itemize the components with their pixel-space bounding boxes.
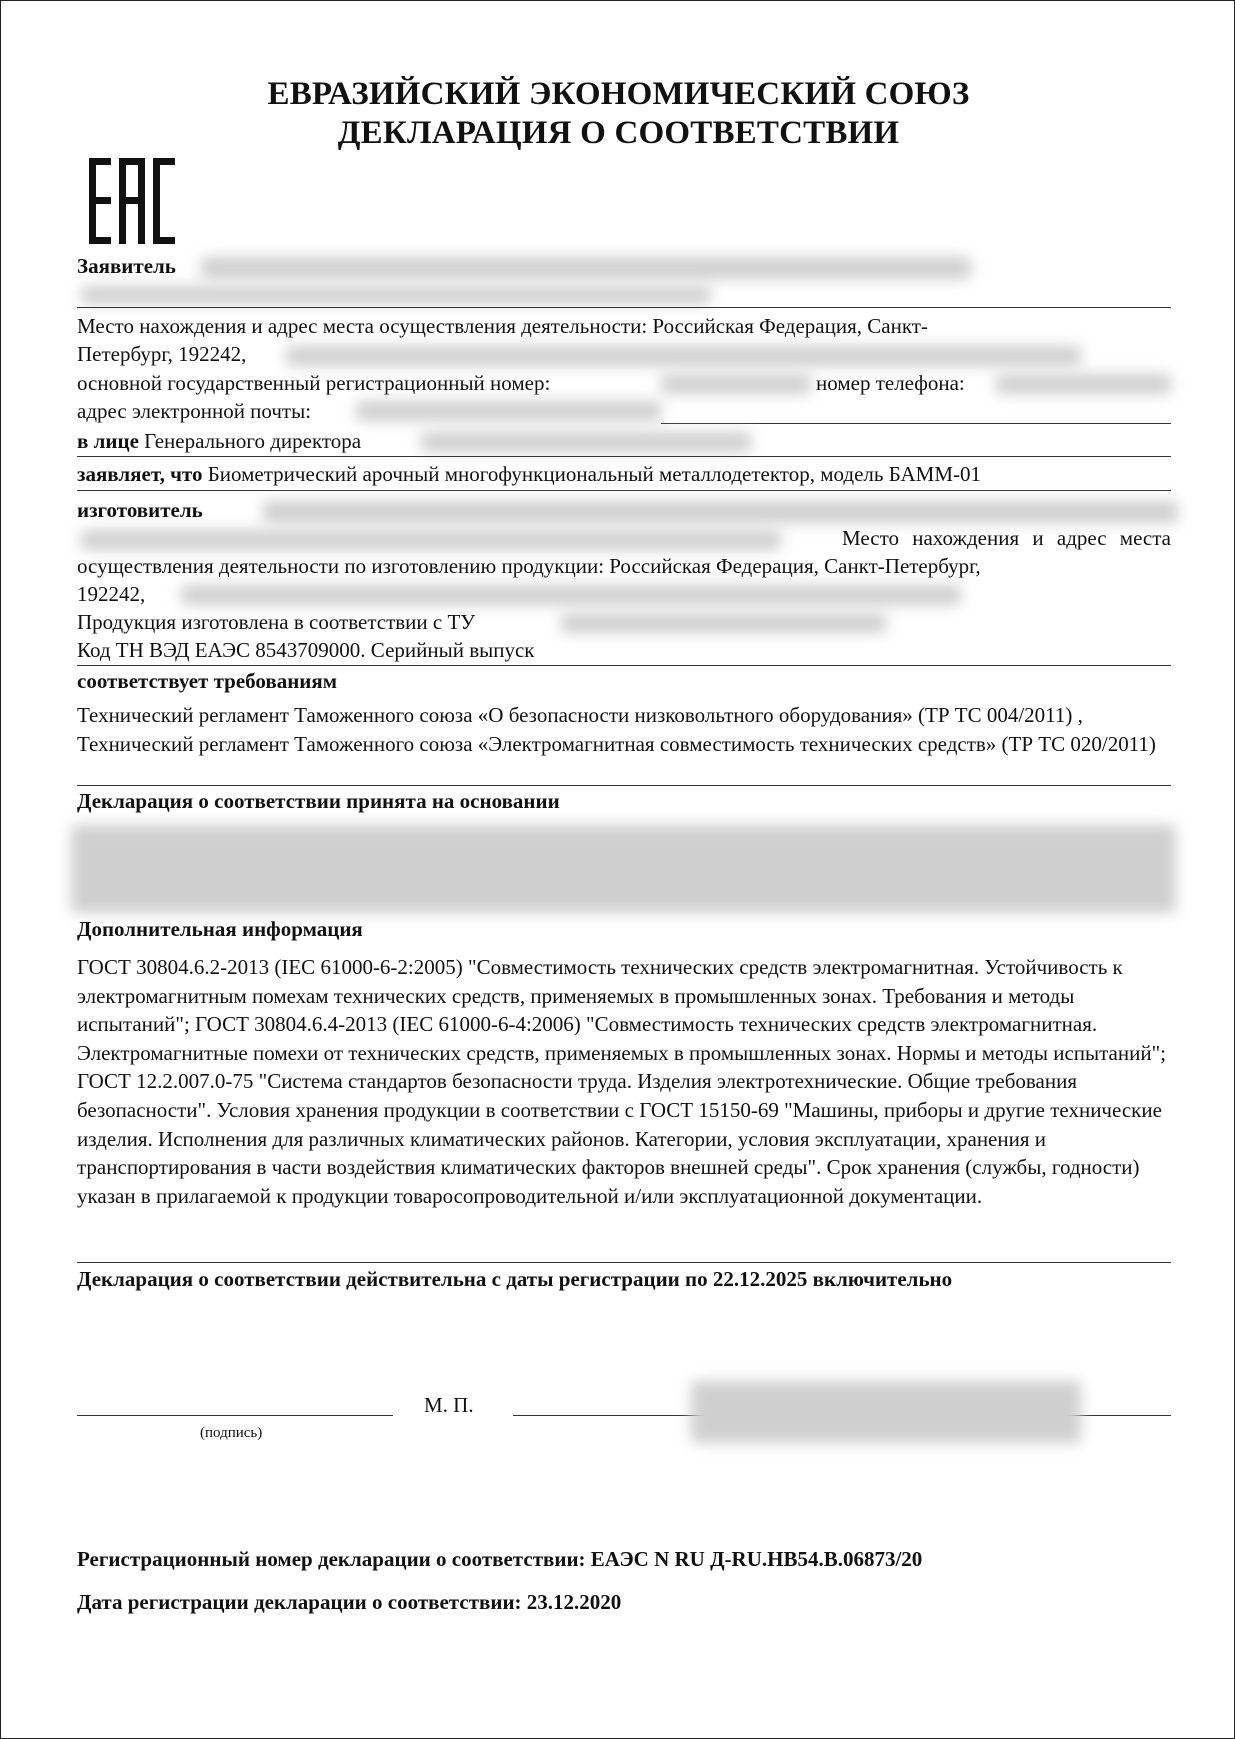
divider <box>77 307 1171 308</box>
declares-row: заявляет, что Биометрический арочный многофункциональный металлодетектор, модель БАММ-01 <box>77 462 981 486</box>
redacted-manufacturer-address <box>181 585 961 605</box>
basis-label: Декларация о соответствии принята на основании <box>77 789 560 813</box>
applicant-address-cont: Петербург, 192242, <box>77 342 247 366</box>
product-name: Биометрический арочный многофункциональный металлодетектор, модель БАММ-01 <box>207 462 981 486</box>
manufacturer-row: изготовитель <box>77 498 203 522</box>
redacted-manufacturer <box>263 501 1178 523</box>
eac-logo <box>89 158 179 244</box>
redacted-director <box>421 432 751 452</box>
manufacturer-postcode: 192242, <box>77 582 146 606</box>
hs-code-row: Код ТН ВЭД ЕАЭС 8543709000. Серийный выпуск <box>77 638 535 662</box>
applicant-ogrn-row: основной государственный регистрационный номер: <box>77 371 551 395</box>
manufacturer-place-cont: осуществления деятельности по изготовлению продукции: Российская Федерация, Санкт-Петербург, <box>77 554 981 578</box>
redacted-applicant-name-cont <box>81 286 711 304</box>
divider <box>77 456 1171 457</box>
redacted-basis <box>71 825 1176 913</box>
phone-label: номер телефона: <box>816 371 965 395</box>
tu-row: Продукция изготовлена в соответствии с ТУ <box>77 610 476 634</box>
manufacturer-place: Место нахождения и адрес места <box>842 526 1171 550</box>
redacted-applicant-name <box>201 257 971 279</box>
redacted-tu <box>561 613 886 633</box>
redacted-phone <box>996 374 1171 394</box>
divider <box>661 423 1171 424</box>
requirements-label: соответствует требованиям <box>77 669 338 693</box>
divider <box>77 785 1171 786</box>
divider <box>77 1262 1171 1263</box>
divider <box>77 665 1171 666</box>
redacted-signer <box>691 1381 1081 1443</box>
registration-date: Дата регистрации декларации о соответствии: 23.12.2020 <box>77 1590 622 1614</box>
signature-line <box>77 1415 393 1416</box>
additional-label: Дополнительная информация <box>77 917 363 941</box>
requirements-text: Технический регламент Таможенного союза «О безопасности низковольтного оборудования» (ТР ТС 004/2011) , Технический регламент Таможенного союза «Электромагнитная совместимость технических средств» (ТР ТС 020/2011) <box>77 703 1156 756</box>
additional-text: ГОСТ 30804.6.2-2013 (IEC 61000-6-2:2005) "Совместимость технических средств электромагнитная. Устойчивость к электромагнитным помехам технических средств, применяемых в промышленных зонах. Требования и методы испытаний"; ГОСТ 30804.6.4-2013 (IEC 61000-6-4:2006) "Совместимость технических средств электромагнитная. Электромагнитные помехи от технических средств, применяемых в промышленных зонах. Нормы и методы испытаний"; ГОСТ 12.2.007.0-75 "Система стандартов безопасности труда. Изделия электротехнические. Общие требования безопасности". Условия хранения продукции в соответствии с ГОСТ 15150-69 "Машины, приборы и другие технические изделия. Исполнения для различных климатических районов. Категории, условия эксплуатации, хранения и транспортирования в части воздействия климатических факторов внешней среды". Срок хранения (службы, годности) указан в прилагаемой к продукции товаросопроводительной и/или эксплуатационной документации. <box>77 955 1166 1208</box>
divider <box>77 490 1171 491</box>
redacted-ogrn <box>661 374 811 394</box>
header-union: ЕВРАЗИЙСКИЙ ЭКОНОМИЧЕСКИЙ СОЮЗ <box>267 76 970 112</box>
applicant-person-row: в лице Генерального директора <box>77 429 362 453</box>
redacted-manufacturer-cont <box>81 530 781 550</box>
signature-caption: (подпись) <box>200 1425 263 1441</box>
applicant-label: Заявитель <box>77 254 176 278</box>
stamp-mark: М. П. <box>424 1393 474 1417</box>
validity-row: Декларация о соответствии действительна с даты регистрации по 22.12.2025 включительно <box>77 1267 953 1291</box>
registration-number: Регистрационный номер декларации о соответствии: ЕАЭС N RU Д-RU.НВ54.В.06873/20 <box>77 1547 923 1571</box>
applicant-email-row: адрес электронной почты: <box>77 399 312 423</box>
redacted-applicant-address <box>286 346 1081 366</box>
applicant-address: Место нахождения и адрес места осуществления деятельности: Российская Федерация, Санкт- <box>77 314 928 338</box>
redacted-email <box>356 401 661 421</box>
header-declaration: ДЕКЛАРАЦИЯ О СООТВЕТСТВИИ <box>337 115 900 151</box>
